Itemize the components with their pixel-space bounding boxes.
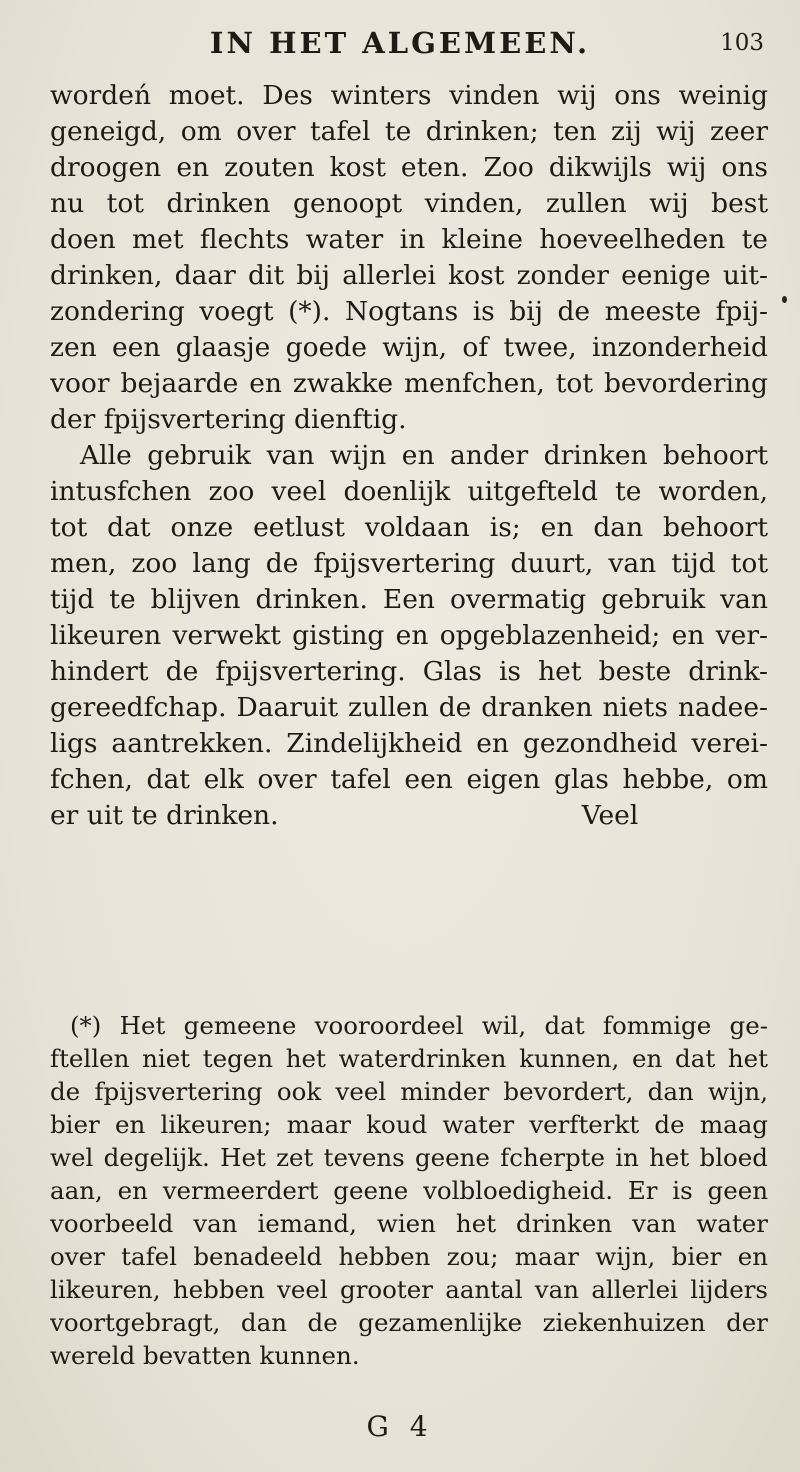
footnote-line: bier en likeuren; maar koud water verfterkt de maag <box>50 1110 768 1139</box>
footnote-line: wel degelijk. Het zet tevens geene fcherpte in het bloed <box>50 1143 768 1172</box>
body-text <box>50 78 768 834</box>
body-line: ligs aantrekken. Zindelijkheid en gezondheid verei- <box>50 728 768 759</box>
body-line: tot dat onze eetlust voldaan is; en dan behoort <box>50 512 768 543</box>
body-line: zen een glaasje goede wijn, of twee, inzonderheid <box>50 332 768 363</box>
body-line: der fpijsvertering dienftig. <box>50 404 407 435</box>
footnote-line: wereld bevatten kunnen. <box>50 1341 360 1370</box>
body-line-with-catchword: er uit te drinken. Veel <box>50 800 639 831</box>
body-line: droogen en zouten kost eten. Zoo dikwijls wij ons <box>50 152 768 183</box>
footnote-line: ftellen niet tegen het waterdrinken kunnen, en dat het <box>50 1044 768 1073</box>
footnote-line: likeuren, hebben veel grooter aantal van allerlei lijders <box>50 1275 768 1304</box>
body-line: zondering voegt (*). Nogtans is bij de meeste fpij- <box>50 296 768 327</box>
ink-speck <box>782 296 787 303</box>
body-line: geneigd, om over tafel te drinken; ten zij wij zeer <box>50 116 768 147</box>
body-line: hindert de fpijsvertering. Glas is het beste drink- <box>50 656 768 687</box>
body-line: fchen, dat elk over tafel een eigen glas hebbe, om <box>50 764 768 795</box>
body-line: tijd te blijven drinken. Een overmatig gebruik van <box>50 584 768 615</box>
footnote-line: over tafel benadeeld hebben zou; maar wijn, bier en <box>50 1242 768 1271</box>
footnote-line: (*) Het gemeene vooroordeel wil, dat fommige ge- <box>70 1011 768 1040</box>
footnote <box>50 1009 768 1372</box>
footnote-line: de fpijsvertering ook veel minder bevordert, dan wijn, <box>50 1077 768 1106</box>
body-line: doen met flechts water in kleine hoeveelheden te <box>50 224 768 255</box>
page-number: 103 <box>720 30 764 56</box>
body-line: men, zoo lang de fpijsvertering duurt, van tijd tot <box>50 548 768 579</box>
body-line: likeuren verwekt gisting en opgeblazenheid; en ver- <box>50 620 768 651</box>
body-line: voor bejaarde en zwakke menfchen, tot bevordering <box>50 368 768 399</box>
running-title: IN HET ALGEMEEN. <box>209 26 591 60</box>
body-line: wordeń moet. Des winters vinden wij ons weinig <box>50 80 768 111</box>
footnote-line: aan, en vermeerdert geene volbloedigheid. Er is geen <box>50 1176 768 1205</box>
body-line: drinken, daar dit bij allerlei kost zonder eenige uit- <box>50 260 768 291</box>
footnote-line: voortgebragt, dan de gezamenlijke ziekenhuizen der <box>50 1308 768 1337</box>
body-line: intusfchen zoo veel doenlijk uitgefteld te worden, <box>50 476 768 507</box>
page-header <box>0 26 800 66</box>
body-line: gereedfchap. Daaruit zullen de dranken niets nadee- <box>50 692 768 723</box>
footnote-line: voorbeeld van iemand, wien het drinken van water <box>50 1209 768 1238</box>
signature-mark: G 4 <box>366 1410 434 1443</box>
body-line: nu tot drinken genoopt vinden, zullen wij best <box>50 188 768 219</box>
body-line: Alle gebruik van wijn en ander drinken behoort <box>80 440 768 471</box>
